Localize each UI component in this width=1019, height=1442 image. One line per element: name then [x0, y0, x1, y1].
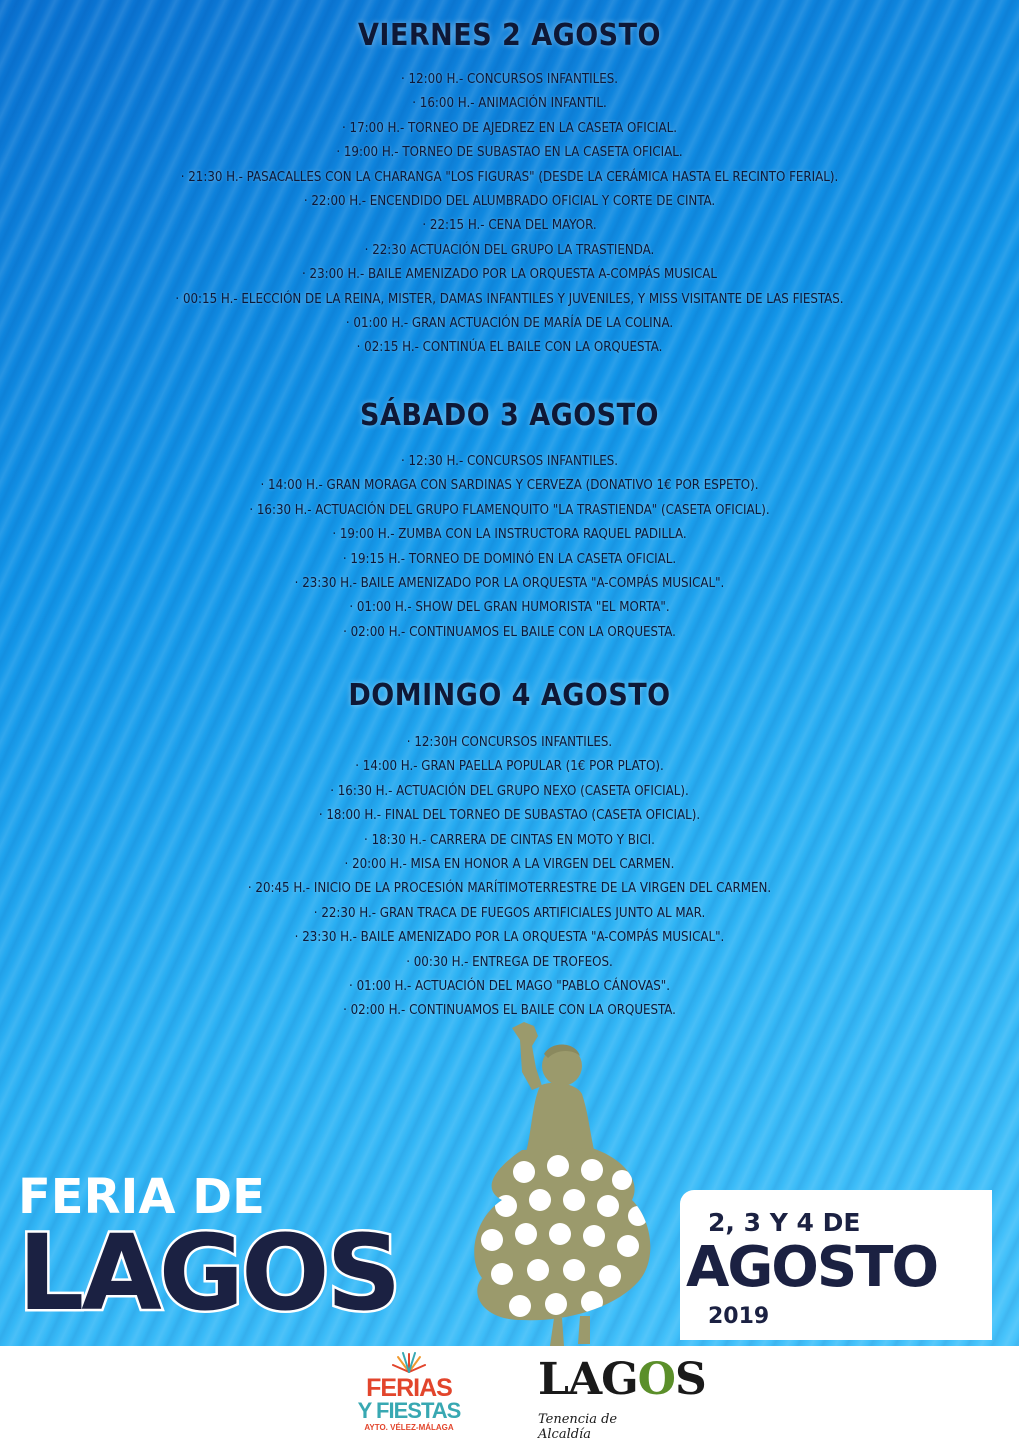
footer — [0, 1346, 1019, 1440]
day-title-viernes: VIERNES 2 AGOSTO — [358, 18, 661, 53]
ferias-fiestas-logo — [354, 1348, 464, 1438]
event-item: · 00:15 H.- ELECCIÓN DE LA REINA, MISTER, DAMAS INFANTILES Y JUVENILES, Y MISS VISITANTE DE LAS FIESTAS. — [175, 291, 844, 307]
event-item: · 20:00 H.- MISA EN HONOR A LA VIRGEN DEL CARMEN. — [344, 856, 675, 872]
event-item: · 12:30H CONCURSOS INFANTILES. — [406, 735, 613, 750]
event-item: · 16:30 H.- ACTUACIÓN DEL GRUPO FLAMENQUITO "LA TRASTIENDA" (CASETA OFICIAL). — [249, 502, 770, 518]
event-item: · 14:00 H.- GRAN MORAGA CON SARDINAS Y CERVEZA (DONATIVO 1€ POR ESPETO). — [260, 478, 759, 494]
event-item: · 19:00 H.- ZUMBA CON LA INSTRUCTORA RAQUEL PADILLA. — [332, 527, 687, 543]
event-item: · 01:00 H.- ACTUACIÓN DEL MAGO "PABLO CÁNOVAS". — [349, 978, 670, 994]
ferias-label: FERIAS — [366, 1374, 452, 1402]
lagos-letter-g: G — [601, 1354, 638, 1405]
event-list-domingo — [0, 731, 1019, 1024]
event-item: · 02:00 H.- CONTINUAMOS EL BAILE CON LA ORQUESTA. — [343, 1003, 676, 1019]
lagos-wordmark — [538, 1354, 706, 1405]
event-item: · 02:15 H.- CONTINÚA EL BAILE CON LA ORQUESTA. — [356, 340, 663, 356]
event-item: · 02:00 H.- CONTINUAMOS EL BAILE CON LA ORQUESTA. — [343, 624, 676, 640]
event-item: · 16:30 H.- ACTUACIÓN DEL GRUPO NEXO (CASETA OFICIAL). — [330, 783, 689, 799]
brand-line1: FERIA DE — [18, 1169, 265, 1225]
event-item: · 22:00 H.- ENCENDIDO DEL ALUMBRADO OFICIAL Y CORTE DE CINTA. — [303, 193, 716, 209]
ayto-label: AYTO. VÉLEZ-MÁLAGA — [364, 1423, 454, 1432]
date-month: AGOSTO — [686, 1235, 938, 1300]
event-item: · 22:15 H.- CENA DEL MAYOR. — [422, 218, 597, 234]
flamenco-dancer-icon — [462, 1020, 672, 1346]
event-list-viernes — [0, 68, 1019, 361]
tenencia-label: Tenencia de Alcaldía — [538, 1412, 618, 1442]
event-item: · 16:00 H.- ANIMACIÓN INFANTIL. — [412, 96, 607, 112]
date-year: 2019 — [708, 1304, 770, 1329]
event-item: · 21:30 H.- PASACALLES CON LA CHARANGA "LOS FIGURAS" (DESDE LA CERÁMICA HASTA EL RECINTO FERIAL). — [180, 169, 839, 185]
event-item: · 14:00 H.- GRAN PAELLA POPULAR (1€ POR PLATO). — [355, 759, 664, 775]
event-item: · 17:00 H.- TORNEO DE AJEDREZ EN LA CASETA OFICIAL. — [342, 120, 677, 136]
event-item: · 23:30 H.- BAILE AMENIZADO POR LA ORQUESTA "A-COMPÁS MUSICAL". — [294, 575, 725, 591]
event-item: · 23:30 H.- BAILE AMENIZADO POR LA ORQUESTA "A-COMPÁS MUSICAL". — [294, 930, 725, 946]
brand-line2: LAGOS — [18, 1212, 399, 1334]
event-item: · 22:30 H.- GRAN TRACA DE FUEGOS ARTIFICIALES JUNTO AL MAR. — [313, 905, 706, 921]
day-title-sabado: SÁBADO 3 AGOSTO — [360, 398, 659, 433]
event-item: · 19:15 H.- TORNEO DE DOMINÓ EN LA CASETA OFICIAL. — [342, 551, 677, 567]
event-item: · 19:00 H.- TORNEO DE SUBASTAO EN LA CASETA OFICIAL. — [336, 145, 683, 161]
date-days: 2, 3 Y 4 DE — [708, 1208, 861, 1237]
event-item: · 01:00 H.- SHOW DEL GRAN HUMORISTA "EL MORTA". — [349, 600, 670, 616]
lagos-letters-la: LA — [538, 1354, 602, 1405]
event-item: · 18:30 H.- CARRERA DE CINTAS EN MOTO Y BICI. — [364, 832, 655, 848]
day-title-domingo: DOMINGO 4 AGOSTO — [348, 678, 671, 713]
firework-burst-icon — [392, 1352, 426, 1374]
event-item: · 18:00 H.- FINAL DEL TORNEO DE SUBASTAO (CASETA OFICIAL). — [318, 808, 701, 824]
lagos-letter-s: S — [674, 1354, 706, 1405]
fiestas-label: Y FIESTAS — [357, 1398, 461, 1423]
event-item: · 20:45 H.- INICIO DE LA PROCESIÓN MARÍTIMOTERRESTRE DE LA VIRGEN DEL CARMEN. — [247, 881, 772, 897]
event-item: · 00:30 H.- ENTREGA DE TROFEOS. — [406, 954, 613, 970]
lagos-letter-o: O — [637, 1354, 675, 1405]
event-item: · 23:00 H.- BAILE AMENIZADO POR LA ORQUESTA A-COMPÁS MUSICAL — [302, 267, 717, 283]
event-list-sabado — [0, 450, 1019, 645]
event-item: · 12:30 H.- CONCURSOS INFANTILES. — [401, 454, 618, 469]
event-item: · 01:00 H.- GRAN ACTUACIÓN DE MARÍA DE LA COLINA. — [345, 315, 674, 331]
lagos-tenencia-logo — [532, 1350, 706, 1442]
event-item: · 12:00 H.- CONCURSOS INFANTILES. — [401, 72, 618, 87]
date-box — [680, 1190, 992, 1340]
event-item: · 22:30 ACTUACIÓN DEL GRUPO LA TRASTIENDA. — [364, 242, 655, 258]
